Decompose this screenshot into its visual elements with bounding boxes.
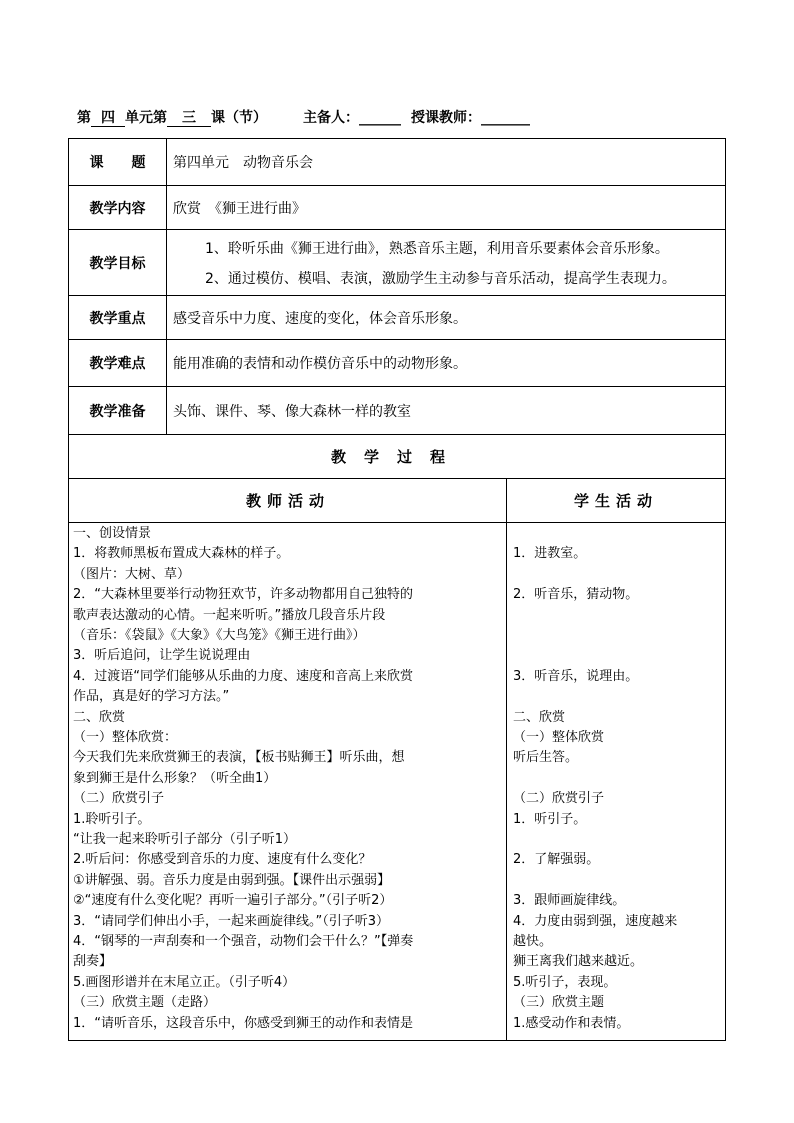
topic-row xyxy=(69,139,725,186)
teacher-activity-line: （二）欣赏引子 xyxy=(73,791,165,807)
difficulty-value: 能用准确的表情和动作模仿音乐中的动物形象。 xyxy=(173,356,467,372)
teacher-value: _______ xyxy=(481,110,530,126)
teacher-activity-line: （音乐：《袋鼠》《大象》《大鸟笼》《狮王进行曲》） xyxy=(73,628,366,643)
content-value: 欣赏 《狮王进行曲》 xyxy=(173,200,306,217)
column-divider xyxy=(506,479,507,1040)
preparer-label: 主备人： xyxy=(303,110,359,126)
process-title: 教学过程 xyxy=(330,448,463,466)
unit-number: 四 xyxy=(91,110,125,127)
teacher-activity-line: 作品，真是好的学习方法。” xyxy=(73,689,230,705)
goal-item: 2、通过模仿、模唱、表演，激励学生主动参与音乐活动，提高学生表现力。 xyxy=(205,271,676,287)
header-prefix: 第 xyxy=(77,110,91,126)
goal-item: 1、聆听乐曲《狮王进行曲》，熟悉音乐主题，利用音乐要素体会音乐形象。 xyxy=(205,241,669,257)
content-label: 教学内容 xyxy=(69,186,167,229)
teacher-activity-line: 二、欣赏 xyxy=(73,709,126,725)
student-activity-line: 2．听音乐，猜动物。 xyxy=(513,587,639,603)
teacher-activity-line: （图片：大树、草） xyxy=(73,566,191,582)
process-title-row xyxy=(69,435,725,479)
teacher-activity-line: 1．将教师黑板布置成大森林的样子。 xyxy=(73,546,290,562)
student-activity-line: 3．听音乐，说理由。 xyxy=(513,668,639,684)
teacher-activity-line: 1.聆听引子。 xyxy=(73,811,151,827)
student-activity-line: 5.听引子，表现。 xyxy=(513,974,617,990)
teacher-activity-line: 刮奏】 xyxy=(73,954,113,970)
teacher-activity-line: 2．“大森林里要举行动物狂欢节，许多动物都用自己独特的 xyxy=(73,587,414,603)
topic-label: 课 题 xyxy=(69,139,167,185)
content-row xyxy=(69,186,725,230)
teacher-activity-line: 4．过渡语“同学们能够从乐曲的力度、速度和音高上来欣赏 xyxy=(73,668,414,684)
student-activity-line: 1.感受动作和表情。 xyxy=(513,1015,630,1031)
preparation-label: 教学准备 xyxy=(69,387,167,434)
student-activity-line: （一）整体欣赏 xyxy=(513,730,605,745)
teacher-label: 授课教师： xyxy=(411,110,481,126)
student-activity-line: 二、欣赏 xyxy=(513,709,566,725)
teacher-activity-line: 4．“钢琴的一声刮奏和一个强音，动物们会干什么？”【弹奏 xyxy=(73,934,414,949)
preparer-value: ______ xyxy=(359,110,401,126)
teacher-activity-line: 3．“请同学们伸出小手，一起来画旋律线。”（引子听3） xyxy=(73,913,390,929)
lesson-number: 三 xyxy=(167,110,211,127)
key-point-label: 教学重点 xyxy=(69,296,167,339)
student-activity-line: 越快。 xyxy=(513,934,553,949)
student-activity-header: 学生活动 xyxy=(573,492,658,510)
teacher-activity-line: ①讲解强、弱。音乐力度是由弱到强。【课件出示强弱】 xyxy=(73,872,391,888)
teacher-activity-line: 1．“请听音乐，这段音乐中，你感受到狮王的动作和表情是 xyxy=(73,1015,414,1031)
header-unit-text: 单元第 xyxy=(125,110,167,126)
lesson-header xyxy=(77,108,737,128)
teacher-activity-line: 一、创设情景 xyxy=(73,526,152,541)
student-activity-line: 狮王离我们越来越近。 xyxy=(513,954,644,970)
student-activity-line: 2．了解强弱。 xyxy=(513,852,600,868)
teacher-activity-line: 今天我们先来欣赏狮王的表演，【板书贴狮王】听乐曲，想 xyxy=(73,750,405,766)
topic-value: 第四单元 动物音乐会 xyxy=(173,155,313,171)
difficulty-label: 教学难点 xyxy=(69,340,167,386)
teacher-activity-line: 2.听后问：你感受到音乐的力度、速度有什么变化？ xyxy=(73,852,372,868)
teacher-activity-line: 歌声表达激动的心情。一起来听听。”播放几段音乐片段 xyxy=(73,607,386,623)
student-activity-line: （二）欣赏引子 xyxy=(513,791,605,807)
teacher-activity-line: ②“速度有什么变化呢？再听一遍引子部分。”（引子听2） xyxy=(73,893,393,909)
student-activity-line: （三）欣赏主题 xyxy=(513,995,605,1011)
difficulty-row xyxy=(69,340,725,387)
preparation-row xyxy=(69,387,725,435)
teacher-activity-line: 5.画图形谱并在末尾立正。（引子听4） xyxy=(73,974,296,990)
teacher-activity-header: 教师活动 xyxy=(245,492,330,510)
teacher-activity-line: （一）整体欣赏： xyxy=(73,730,178,745)
key-point-value: 感受音乐中力度、速度的变化，体会音乐形象。 xyxy=(173,310,467,327)
teacher-activity-line: “让我一起来聆听引子部分（引子听1） xyxy=(73,832,297,847)
teacher-activity-line: （三）欣赏主题（走路） xyxy=(73,995,217,1011)
preparation-value: 头饰、课件、琴、像大森林一样的教室 xyxy=(173,403,411,420)
student-activity-line: 1．听引子。 xyxy=(513,811,587,827)
activity-header-row xyxy=(69,479,725,523)
lesson-plan-table xyxy=(68,138,726,1041)
student-activity-line: 听后生答。 xyxy=(513,750,579,766)
goals-row xyxy=(69,230,725,296)
teacher-activity-line: 象到狮王是什么形象？（听全曲1） xyxy=(73,770,277,786)
student-activity-line: 1．进教室。 xyxy=(513,546,587,562)
header-lesson-text: 课（节） xyxy=(211,110,267,126)
teacher-activity-line: 3．听后追问，让学生说说理由 xyxy=(73,648,251,664)
key-point-row xyxy=(69,296,725,340)
student-activity-line: 3．跟师画旋律线。 xyxy=(513,893,626,909)
goals-label: 教学目标 xyxy=(69,230,167,295)
student-activity-line: 4．力度由弱到强，速度越来 xyxy=(513,913,678,929)
